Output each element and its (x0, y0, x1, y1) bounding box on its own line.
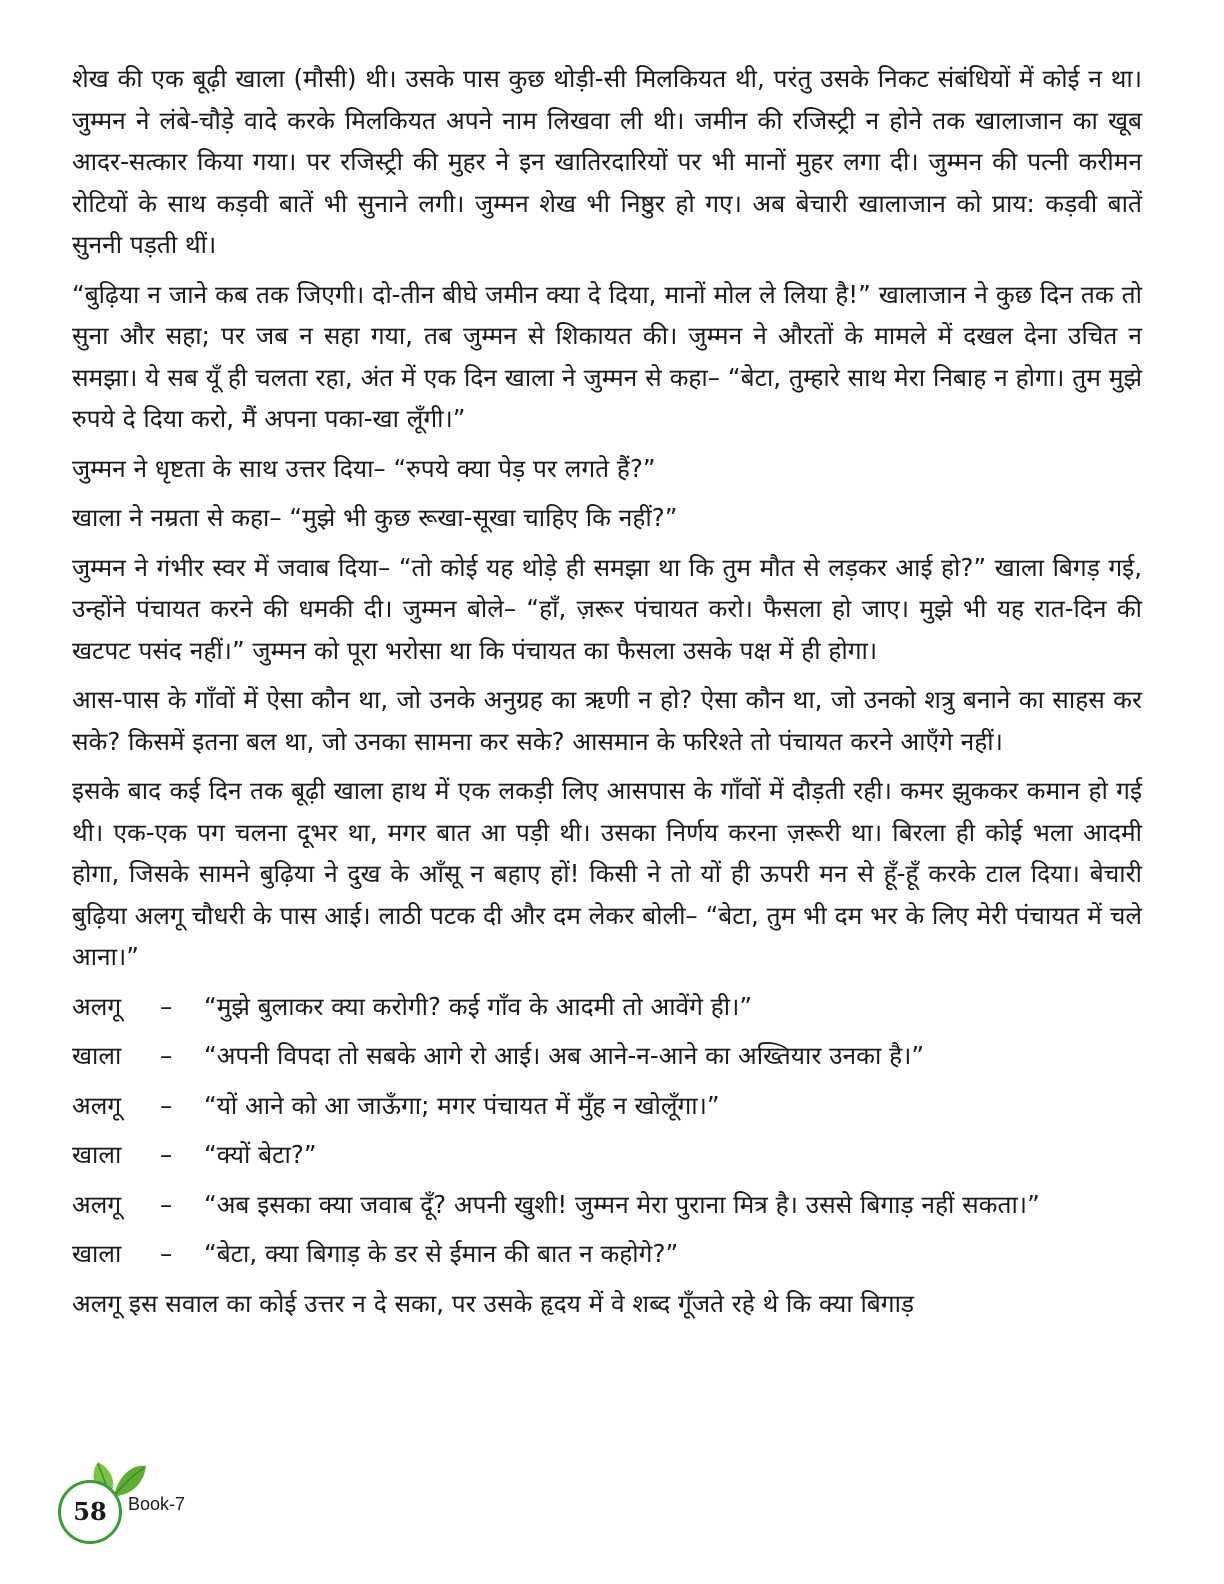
paragraph: “बुढ़िया न जाने कब तक जिएगी। दो-तीन बीघे जमीन क्या दे दिया, मानों मोल ले लिया है!” खालाजान ने कुछ दिन तक तो सुना और सहा; पर जब न सहा गया, तब जुम्मन से शिकायत की। जुम्मन ने औरतों के मामले में दखल देना उचित न समझा। ये सब यूँ ही चलता रहा, अंत में एक दिन खाला ने जुम्मन से कहा– “बेटा, तुम्हारे साथ मेरा निबाह न होगा। तुम मुझे रुपये दे दिया करो, मैं अपना पका-खा लूँगी।” (72, 279, 1142, 433)
dialogue-line (72, 1134, 1142, 1176)
paragraph: इसके बाद कई दिन तक बूढ़ी खाला हाथ में एक लकड़ी लिए आसपास के गाँवों में दौड़ती रही। कमर झुककर कमान हो गई थी। एक-एक पग चलना दूभर था, मगर बात आ पड़ी थी। उसका निर्णय करना ज़रूरी था। बिरला ही कोई भला आदमी होगा, जिसके सामने बुढ़िया ने दुख के आँसू न बहाए हों! किसी ने तो यों ही ऊपरी मन से हूँ-हूँ करके टाल दिया। बेचारी बुढ़िया अलगू चौधरी के पास आई। लाठी पटक दी और दम लेकर बोली– “बेटा, तुम भी दम भर के लिए मेरी पंचायत में चले आना।” (72, 776, 1142, 971)
dialogue-speaker: अलगू (72, 1090, 122, 1120)
paragraph: आस-पास के गाँवों में ऐसा कौन था, जो उनके अनुग्रह का ऋणी न हो? ऐसा कौन था, जो उनको शत्रु बनाने का साहस कर सके? किसमें इतना बल था, जो उनका सामना कर सके? आसमान के फरिश्ते तो पंचायत करने आएँगे नहीं। (72, 685, 1142, 756)
closing-paragraph: अलगू इस सवाल का कोई उत्तर न दे सका, पर उसके हृदय में वे शब्द गूँजते रहे थे कि क्या बिगाड़ (72, 1288, 915, 1318)
page-body (72, 58, 1142, 1332)
dialogue-text: “बेटा, क्या बिगाड़ के डर से ईमान की बात न कहोगे?” (204, 1239, 679, 1268)
dialogue-speaker: अलगू (72, 991, 122, 1021)
dialogue-line (72, 1184, 1142, 1226)
dialogue-text: “अपनी विपदा तो सबके आगे रो आई। अब आने-न-आने का अख्तियार उनका है।” (204, 1041, 925, 1070)
dialogue-dash: – (160, 991, 173, 1021)
dialogue-line (72, 1233, 1142, 1275)
dialogue-text: “क्यों बेटा?” (204, 1140, 317, 1169)
page-number: 58 (73, 1497, 107, 1526)
dialogue-text: “यों आने को आ जाऊँगा; मगर पंचायत में मुँह न खोलूँगा।” (204, 1090, 720, 1120)
dialogue-line (72, 1085, 1142, 1127)
paragraph: खाला ने नम्रता से कहा– “मुझे भी कुछ रूखा-सूखा चाहिए कि नहीं?” (72, 503, 678, 532)
page-footer (58, 1458, 258, 1568)
dialogue-text: “मुझे बुलाकर क्या करोगी? कई गाँव के आदमी तो आवेंगे ही।” (204, 991, 753, 1021)
dialogue-speaker: खाला (72, 1041, 122, 1070)
dialogue-line (72, 986, 1142, 1028)
dialogue-dash: – (160, 1239, 173, 1268)
dialogue-dash: – (160, 1140, 173, 1169)
dialogue-dash: – (160, 1189, 173, 1219)
dialogue-dash: – (160, 1041, 173, 1070)
paragraph: जुम्मन ने धृष्टता के साथ उत्तर दिया– “रुपये क्या पेड़ पर लगते हैं?” (72, 453, 656, 483)
dialogue-speaker: खाला (72, 1140, 122, 1169)
page-number-badge (58, 1480, 122, 1544)
dialogue-text: “अब इसका क्या जवाब दूँ? अपनी खुशी! जुम्मन मेरा पुराना मित्र है। उससे बिगाड़ नहीं सकता।” (204, 1189, 1040, 1219)
dialogue-speaker: खाला (72, 1239, 122, 1268)
dialogue-dash: – (160, 1090, 173, 1120)
book-label: Book-7 (128, 1494, 186, 1514)
paragraph: जुम्मन ने गंभीर स्वर में जवाब दिया– “तो कोई यह थोड़े ही समझा था कि तुम मौत से लड़कर आई हो?” खाला बिगड़ गई, उन्होंने पंचायत करने की धमकी दी। जुम्मन बोले– “हाँ, ज़रूर पंचायत करो। फैसला हो जाए। मुझे भी यह रात-दिन की खटपट पसंद नहीं।” जुम्मन को पूरा भरोसा था कि पंचायत का फैसला उसके पक्ष में ही होगा। (72, 552, 1142, 665)
paragraph: शेख की एक बूढ़ी खाला (मौसी) थी। उसके पास कुछ थोड़ी-सी मिलकियत थी, परंतु उसके निकट संबंधियों में कोई न था। जुम्मन ने लंबे-चौड़े वादे करके मिलकियत अपने नाम लिखवा ली थी। जमीन की रजिस्ट्री न होने तक खालाजान का खूब आदर-सत्कार किया गया। पर रजिस्ट्री की मुहर ने इन खातिरदारियों पर भी मानों मुहर लगा दी। जुम्मन की पत्नी करीमन रोटियों के साथ कड़वी बातें भी सुनाने लगी। जुम्मन शेख भी निष्ठुर हो गए। अब बेचारी खालाजान को प्राय: कड़वी बातें सुननी पड़ती थीं। (72, 64, 1142, 259)
dialogue-line (72, 1035, 1142, 1077)
dialogue-speaker: अलगू (72, 1189, 122, 1219)
